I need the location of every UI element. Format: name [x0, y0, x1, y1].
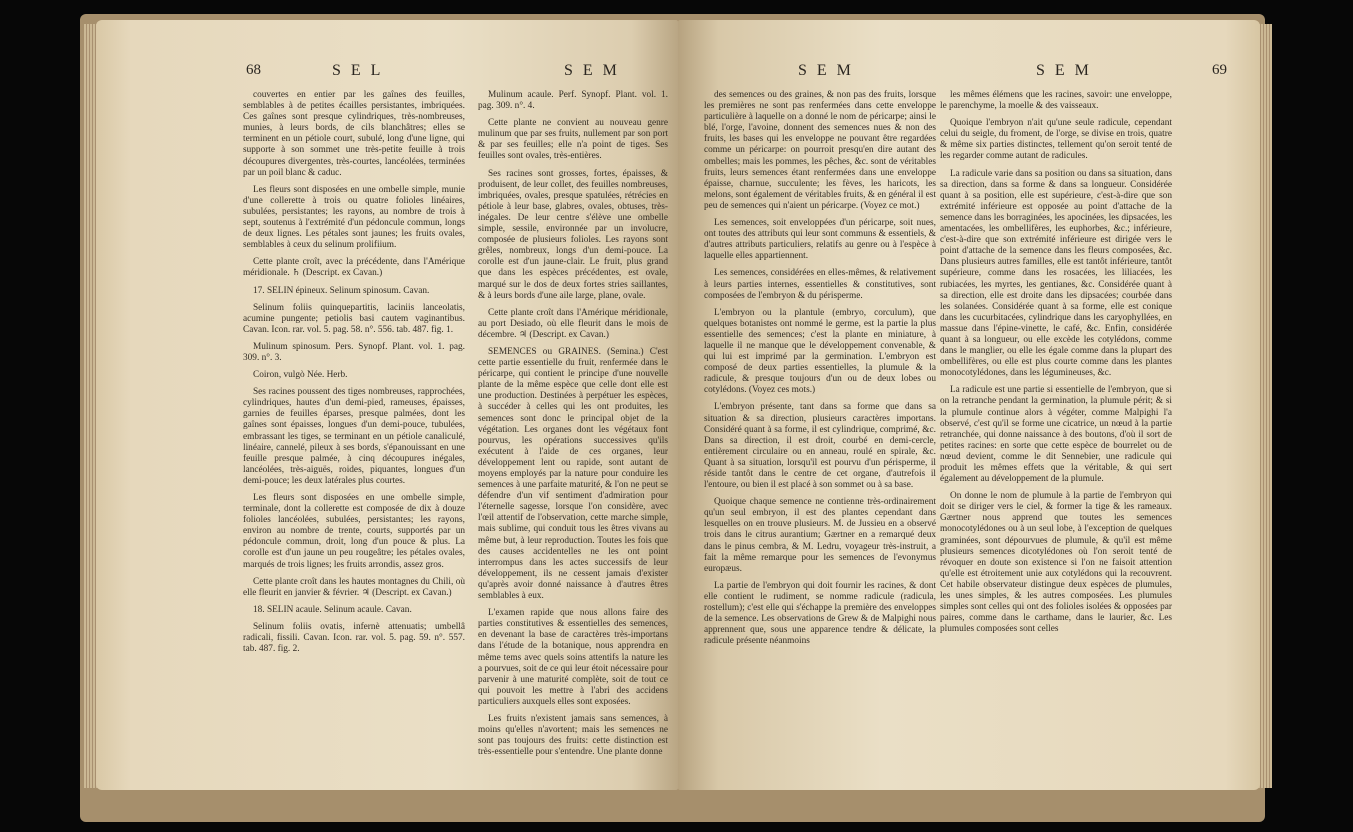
paragraph: des semences ou des graines, & non pas des fruits, lorsque les premières ne sont pas renfermées dans cette enveloppe particulière à laquelle on a donné le nom de péricarpe; ainsi le blé, l'orge, l'avoine, donnent des semences nues & non des fruits, les bases qui les enveloppe ne pouvant être regardées comme un péricarpe: on pourroit presqu'en dire autant des ombelles; mais les pommes, les pêches, &c. sont de véritables fruits, leurs semences étant renfermées dans une enveloppe épaisse, charnue, succulente; les fèves, les haricots, les melons, sont également de véritables fruits, & en général il est peu de semences qui n'aient un péricarpe. (Voyez ce mot.)	[704, 90, 936, 211]
paragraph: Quoique l'embryon n'ait qu'une seule radicule, cependant celui du seigle, du froment, de l'orge, se divise en trois, quatre & même six parties distinctes, tellement qu'on seroit tenté de les regarder comme autant de radicules.	[940, 118, 1172, 162]
paragraph: Cette plante croît dans les hautes montagnes du Chili, où elle fleurit en janvier & février. ♃ (Descript. ex Cavan.)	[243, 576, 465, 598]
page-number-right: 69	[1212, 62, 1227, 78]
paragraph: Les semences, considérées en elles-mêmes, & relativement à leurs parties internes, essentielles & constitutives, sont composées de l'embryon & du périsperme.	[704, 268, 936, 301]
running-head-sem-left: SEM	[564, 62, 627, 79]
running-head-sem-right-1: SEM	[798, 62, 861, 79]
left-page	[96, 20, 678, 790]
paragraph: La partie de l'embryon qui doit fournir les racines, & dont elle contient le rudiment, se nomme radicule (radicula, rostellum); c'est elle qui s'échappe la première des enveloppes de la semence. Les observations de Grew & de Malpighi nous apprennent que, sous une apparence tendre & délicate, la radicule présente néanmoins	[704, 580, 936, 647]
paragraph: Les fruits n'existent jamais sans semences, à moins qu'elles n'avortent; mais les semences ne sont pas toujours des fruits: cette distinction est très-essentielle pour s'entendre. Une plante donne	[478, 713, 668, 758]
paragraph: Ses racines sont grosses, fortes, épaisses, & produisent, de leur collet, des feuilles nombreuses, imbriquées, ovales, presque spatulées, rétrécies en pétiole à leur base, glabres, ovales, obtuses, très-inégales. De leur centre s'élève une ombelle simple, sessile, environnée par un involucre, composée de plusieurs folioles. Les rayons sont grêles, nombreux, longs d'un demi-pouce. La corolle est d'un jaune-clair. Le fruit, plus grand que dans les espèces précédentes, est ovale, marqué sur le dos de deux fortes stries saillantes, & à leurs bords d'une aile large, plane, ovale.	[478, 168, 668, 301]
running-head-sel: SEL	[332, 62, 391, 79]
paragraph: L'examen rapide que nous allons faire des parties constitutives & essentielles des semences, en devenant la base de caractères très-importans dans l'étude de la botanique, nous apprendra en même tems avec quels soins attentifs la nature les a pourvues, soit de ce qui leur étoit nécessaire pour parvenir à une maturité complète, soit de tout ce qui pouvoit les mettre à l'abri des accidens particuliers auxquels elles sont exposées.	[478, 608, 668, 707]
paragraph: 18. SELIN acaule. Selinum acaule. Cavan.	[253, 604, 412, 615]
right-page	[678, 20, 1260, 790]
paragraph: On donne le nom de plumule à la partie de l'embryon qui doit se diriger vers le ciel, & former la tige & les rameaux. Gærtner nous apprend que toutes les semences monocotylédones ou à un seul lobe, à l'exception de quelques graminées, sont dépourvues de plumule, & qu'il est même plusieurs semences dicotylédones où l'on seroit tenté de révoquer en doute son existence si l'on ne faisoit attention qu'elle est étroitement unie aux cotylédons qui la recouvrent. Cet habile observateur distingue deux espèces de plumules, les unes simples, & les autres composées. Les plumules simples sont celles qui ont des folioles isolées & opposées par paires, comme dans le carthame, dans le laurier, &c. Les plumules composées sont celles	[940, 491, 1172, 635]
left-page-column-1	[243, 90, 465, 780]
paragraph: Les fleurs sont disposées en une ombelle simple, terminale, dont la collerette est composée de dix à douze folioles lancéolées, subulées, persistantes; les rayons, environ au nombre de trente, courts, supportés par un pédoncule commun, droit, long d'un pouce & plus. La corolle est d'un jaune un peu rougeâtre; les pétales ovales, marqués de trois lignes; les fruits arrondis, assez gros.	[243, 493, 465, 570]
running-head-sem-right-2: SEM	[1036, 62, 1099, 79]
paragraph: Quoique chaque semence ne contienne très-ordinairement qu'un seul embryon, il est des plantes cependant dans lesquelles on en trouve plusieurs. M. de Jussieu en a observé trois dans le citrus aurantium; Gærtner en a remarqué deux dans le pinus cembra, & M. Ledru, voyageur très-instruit, a fait la même remarque pour les semences de l'evonymus europæus.	[704, 497, 936, 574]
paragraph: La radicule est une partie si essentielle de l'embryon, que si on la retranche pendant la germination, la plumule périt; & si la plumule continue alors à végéter, comme Malpighi l'a observé, c'est qu'il se forme une cicatrice, un nœud à la partie retranchée, qui donne naissance à des boutons, d'où il sort de petites racines: en sorte que cette espèce de bourrelet ou de nœud devient, comme le dit Sennebier, une radicule qui produit les mêmes effets que la véritable, & qui sert également au développement de la plumule.	[940, 385, 1172, 485]
paragraph: Les semences, soit enveloppées d'un péricarpe, soit nues, ont toutes des attributs qui leur sont communs & essentiels, & d'autres attributs particuliers, relatifs au genre ou à l'espèce à laquelle elles appartiennent.	[704, 218, 936, 262]
paragraph: Ses racines poussent des tiges nombreuses, rapprochées, cylindriques, hautes d'un demi-pied, rameuses, épaisses, garnies de feuilles éparses, presque palmées, dont les gaînes sont épaisses, longues d'un demi-pouce, tubulées, embrassant les tiges, se terminant en un pétiole canaliculé, linéaire, cannelé, pileux à ses bords, s'épanouissant en une feuille presque palmée, à cinq découpures inégales, lancéolées, très-aiguës, roides, piquantes, longues d'un demi-pouce; les deux latérales plus courtes.	[243, 387, 465, 486]
paragraph: Les fleurs sont disposées en une ombelle simple, munie d'une collerette à trois ou quatre folioles linéaires, subulées, persistantes; les rayons, au nombre de trois à sept, soutenus à l'extrémité d'un pédoncule commun, longs de deux lignes. Les pétales sont jaunes; les fruits ovales, semblables à ceux du selinum prolifiium.	[243, 184, 465, 251]
right-page-edges	[1258, 24, 1272, 788]
paragraph: couvertes en entier par les gaînes des feuilles, semblables à de petites écailles persistantes, imbriquées. Ces gaînes sont presque cylindriques, très-nombreuses, munies, à leurs bords, de cils blanchâtres; elles se terminent en un pétiole court, subulé, long d'une ligne, qui supporte à son sommet une très-petite feuille à trois découpures divergentes, très-courtes, lancéolées, terminées par un poil blanc & caduc.	[243, 90, 465, 178]
paragraph: Mulinum acaule. Perf. Synopf. Plant. vol. 1. pag. 309. n°. 4.	[478, 90, 668, 112]
paragraph: Coiron, vulgò Née. Herb.	[253, 370, 348, 381]
right-page-column-1	[704, 90, 936, 780]
paragraph: La radicule varie dans sa position ou dans sa situation, dans sa direction, dans sa forme & dans sa longueur. Considérée quant à sa position, elle est supérieure, c'est-à-dire que son extrémité inférieure est opposée au point d'attache de la semence dans les borraginées, les apocinées, les dipsacées, les amentacées, les ombellifères, les euphorbes, &c.; inférieure, c'est-à-dire que son extrémité inférieure est dirigée vers le point d'attache de la semence dans les fleurs composées, &c. Dans plusieurs autres familles, elle est tantôt inférieure, tantôt supérieure, comme dans les rosacées, les liliacées, les rubiacées, les myrtes, les gentianes, &c. Considérée quant à sa direction, elle est droite dans les dipsacées; courbée dans les solanées. Considérée quant à sa forme, elle est conique dans les cucurbitacées, cylindrique dans les caryophyllées, en massue dans l'épine-vinette, le café, &c. Enfin, considérée quant à sa longueur, ou elle excède les cotylédons, comme dans le manglier, ou elle les égale comme dans la plupart des ombellifères, ou elle est plus courte comme dans les plantes monocotylédones, dans les légumineuses, &c.	[940, 168, 1172, 379]
paragraph: Selinum foliis quinquepartitis, laciniis lanceolatis, acumine pungente; petiolis basi cautem vaginantibus. Cavan. Icon. rar. vol. 5. pag. 58. n°. 556. tab. 487. fig. 1.	[243, 302, 465, 335]
paragraph: Cette plante croît, avec la précédente, dans l'Amérique méridionale. ♄ (Descript. ex Cavan.)	[243, 257, 465, 279]
right-page-column-2	[940, 90, 1172, 780]
page-number-left: 68	[246, 62, 261, 78]
paragraph: Cette plante ne convient au nouveau genre mulinum que par ses fruits, nullement par son port & par ses feuilles; elle n'a point de tiges. Ses feuilles sont ovales, très-entières.	[478, 118, 668, 162]
paragraph: Mulinum spinosum. Pers. Synopf. Plant. vol. 1. pag. 309. n°. 3.	[243, 341, 465, 363]
paragraph: SEMENCES ou GRAINES. (Semina.) C'est cette partie essentielle du fruit, renfermée dans le péricarpe, qui contient le principe d'une nouvelle plante de la même espèce que celle dont elle est une production. Destinées à perpétuer les espèces, à succéder à celles qui les ont produites, les semences sont donc le principal objet de la végétation. Les organes dont les végétaux font pourvus, les opérations successives qu'ils exécutent à l'aide de ces organes, leur développement lent ou rapide, sont autant de moyens employés par la nature pour conduire les semences à une parfaite maturité, & l'on ne peut se défendre d'un vif sentiment d'admiration pour l'éternelle sagesse, lorsque l'on considère, avec l'œil attentif de l'observation, cette marche simple, mais sublime, qui conduit tous les êtres vivans au même but, à leur reproduction. Toutes les fois que des causes accidentelles ne les ont point interrompus dans les actes successifs de leur développement, ils ne cessent jamais d'exister qu'après avoir donné naissance à d'autres êtres semblables à eux.	[478, 346, 668, 602]
left-page-column-2	[478, 90, 668, 780]
paragraph: 17. SELIN épineux. Selinum spinosum. Cavan.	[253, 285, 430, 296]
paragraph: les mêmes élémens que les racines, savoir: une enveloppe, le parenchyme, la moelle & des vaisseaux.	[940, 90, 1172, 112]
paragraph: Selinum foliis ovatis, infernè attenuatis; umbellâ radicali, fissili. Cavan. Icon. rar. vol. 5. pag. 59. n°. 557. tab. 487. fig. 2.	[243, 621, 465, 655]
paragraph: L'embryon présente, tant dans sa forme que dans sa situation & sa direction, plusieurs caractères importans. Considéré quant à sa forme, il est cylindrique, comprimé, &c. Dans sa direction, il est droit, courbé en demi-cercle, entièrement circulaire ou en anneau, roulé en spirale, &c. Quant à sa situation, lorsqu'il est pourvu d'un périsperme, il réside tantôt dans le centre de cet organe, d'autrefois il l'entoure, ou bien il est placé à son sommet ou à sa base.	[704, 402, 936, 491]
paragraph: Cette plante croît dans l'Amérique méridionale, au port Desiado, où elle fleurit dans le mois de décembre. ♃ (Descript. ex Cavan.)	[478, 307, 668, 340]
paragraph: L'embryon ou la plantule (embryo, corculum), que quelques botanistes ont nommé le germe, est la partie la plus essentielle des semences; c'est la plante en miniature, à laquelle il ne manque que le développement convenable, & qui lui est imprimé par la germination. L'embryon est composé de deux parties essentielles, la plumule & la radicule, & presque toujours d'un ou de deux lobes ou cotylédons. (Voyez ces mots.)	[704, 307, 936, 396]
